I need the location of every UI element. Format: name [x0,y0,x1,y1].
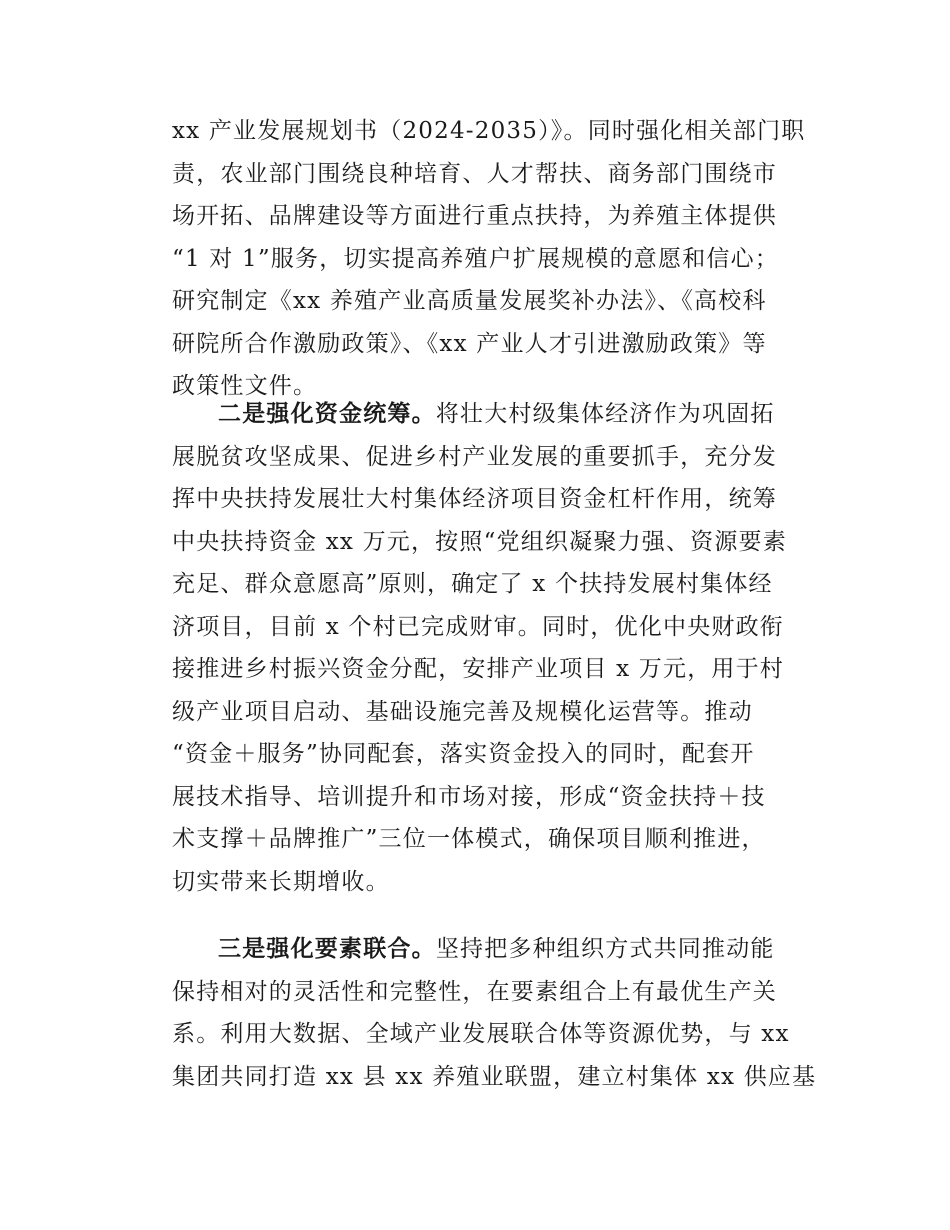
text-line: 挥中央扶持发展壮大村集体经济项目资金杠杆作用，统筹 [172,486,777,512]
text-line: 场开拓、品牌建设等方面进行重点扶持，为养殖主体提供 [172,203,777,229]
text-line: “资金＋服务”协同配套，落实资金投入的同时，配套开 [172,741,755,767]
text-line-first [172,393,812,436]
paragraph-funding-coordination [172,393,812,903]
paragraph-policy-documents [172,110,812,408]
text-line: “1 对 1”服务，切实提高养殖户扩展规模的意愿和信心； [172,245,780,272]
text-line: 系。利用大数据、全域产业发展联合体等资源优势，与 xx [172,1021,790,1047]
paragraph-factor-integration [172,928,817,1098]
text-line: 保持相对的灵活性和完整性，在要素组合上有最优生产关 [172,978,777,1005]
text-line: xx 产业发展规划书（2024-2035）》。同时强化相关部门职 [172,118,806,144]
text-line: 展脱贫攻坚成果、促进乡村产业发展的重要抓手，充分发 [172,443,777,470]
text-line: 责，农业部门围绕良种培育、人才帮扶、商务部门围绕市 [172,160,777,187]
paragraph-lead-rest: 坚持把多种组织方式共同推动能 [435,936,775,962]
paragraph-lead-rest: 将壮大村级集体经济作为巩固拓 [435,401,775,427]
paragraph-lead-heading: 二是强化资金统筹。 [218,401,436,427]
text-line: 政策性文件。 [172,373,318,399]
text-line: 集团共同打造 xx 县 xx 养殖业联盟，建立村集体 xx 供应基 [172,1063,817,1090]
text-line: 接推进乡村振兴资金分配，安排产业项目 x 万元，用于村 [172,656,784,682]
text-line: 济项目，目前 x 个村已完成财审。同时，优化中央财政衔 [172,613,784,640]
text-line: 研院所合作激励政策》、《xx 产业人才引进激励政策》等 [172,330,767,357]
text-line: 充足、群众意愿高”原则，确定了 x 个扶持发展村集体经 [172,571,773,597]
text-line: 研究制定《xx 养殖产业高质量发展奖补办法》、《高校科 [172,288,767,314]
paragraph-lead-heading: 三是强化要素联合。 [218,936,436,962]
text-line: 切实带来长期增收。 [172,868,390,895]
text-line: 级产业项目启动、基础设施完善及规模化运营等。推动 [172,698,753,725]
text-line: 术支撑＋品牌推广”三位一体模式，确保项目顺利推进， [172,826,766,852]
text-line: 展技术指导、培训提升和市场对接，形成“资金扶持＋技 [172,783,766,810]
text-line-first [172,928,812,971]
text-line: 中央扶持资金 xx 万元，按照“党组织凝聚力强、资源要素 [172,528,787,555]
